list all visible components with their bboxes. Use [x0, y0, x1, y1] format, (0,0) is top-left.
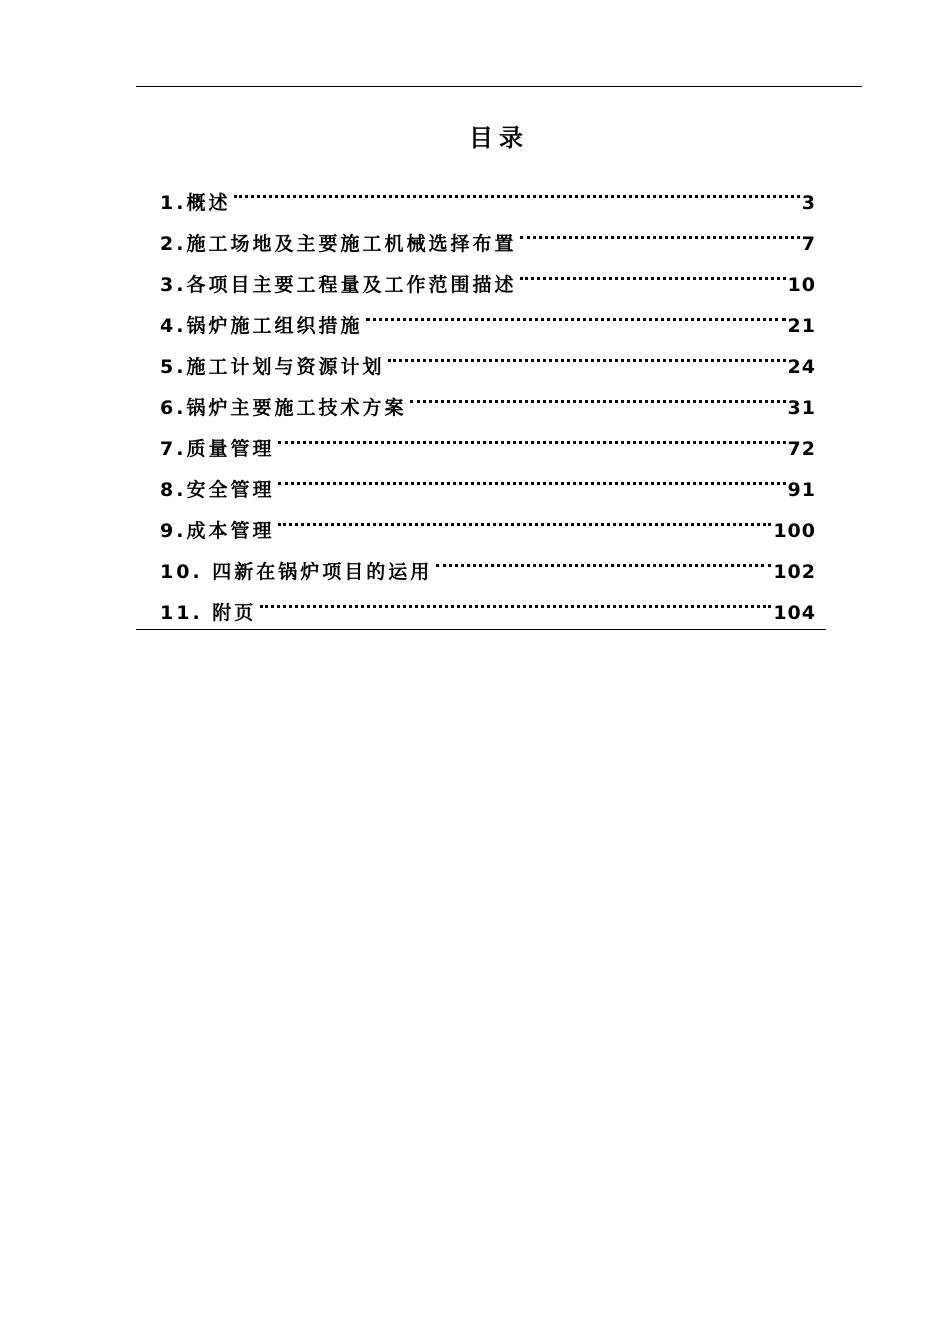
toc-entry-label: 8.安全管理 [160, 479, 275, 501]
toc-entry-label: 2.施工场地及主要施工机械选择布置 [160, 233, 517, 255]
toc-dot-leader [366, 291, 785, 332]
toc-page-number: 24 [787, 356, 816, 378]
toc-page-number: 31 [787, 397, 816, 419]
toc-dot-leader [278, 496, 771, 537]
toc-entry-label: 1.概述 [160, 192, 231, 214]
toc-dot-leader [520, 209, 799, 250]
toc-dot-leader [234, 168, 799, 209]
toc-page-number: 10 [787, 274, 816, 296]
toc-title: 目录 [469, 124, 529, 152]
toc-list [160, 168, 816, 624]
toc-dot-leader [410, 373, 785, 414]
toc-page-number: 100 [773, 520, 816, 542]
header-rule [136, 86, 862, 87]
toc-dot-leader [520, 250, 785, 291]
toc-dot-leader [278, 414, 785, 455]
toc-entry-label: 3.各项目主要工程量及工作范围描述 [160, 274, 517, 296]
toc-dot-leader [388, 332, 785, 373]
toc-entry-label: 4.锅炉施工组织措施 [160, 315, 363, 337]
toc-dot-leader [436, 537, 771, 578]
toc-entry-label: 7.质量管理 [160, 438, 275, 460]
toc-dot-leader [278, 455, 785, 496]
toc-dot-leader [260, 578, 771, 619]
toc-entry-1[interactable] [160, 168, 816, 214]
toc-entry-label: 11. 附页 [160, 602, 257, 624]
toc-page-number: 21 [787, 315, 816, 337]
toc-page-number: 7 [801, 233, 816, 255]
footer-rule [136, 629, 826, 630]
toc-entry-label: 9.成本管理 [160, 520, 275, 542]
toc-page-number: 91 [787, 479, 816, 501]
toc-page-number: 104 [773, 602, 816, 624]
toc-entry-2[interactable] [160, 209, 816, 255]
toc-entry-label: 6.锅炉主要施工技术方案 [160, 397, 407, 419]
toc-page-number: 72 [787, 438, 816, 460]
toc-page-number: 102 [773, 561, 816, 583]
toc-entry-label: 5.施工计划与资源计划 [160, 356, 385, 378]
toc-entry-label: 10. 四新在锅炉项目的运用 [160, 561, 433, 583]
toc-page-number: 3 [801, 192, 816, 214]
